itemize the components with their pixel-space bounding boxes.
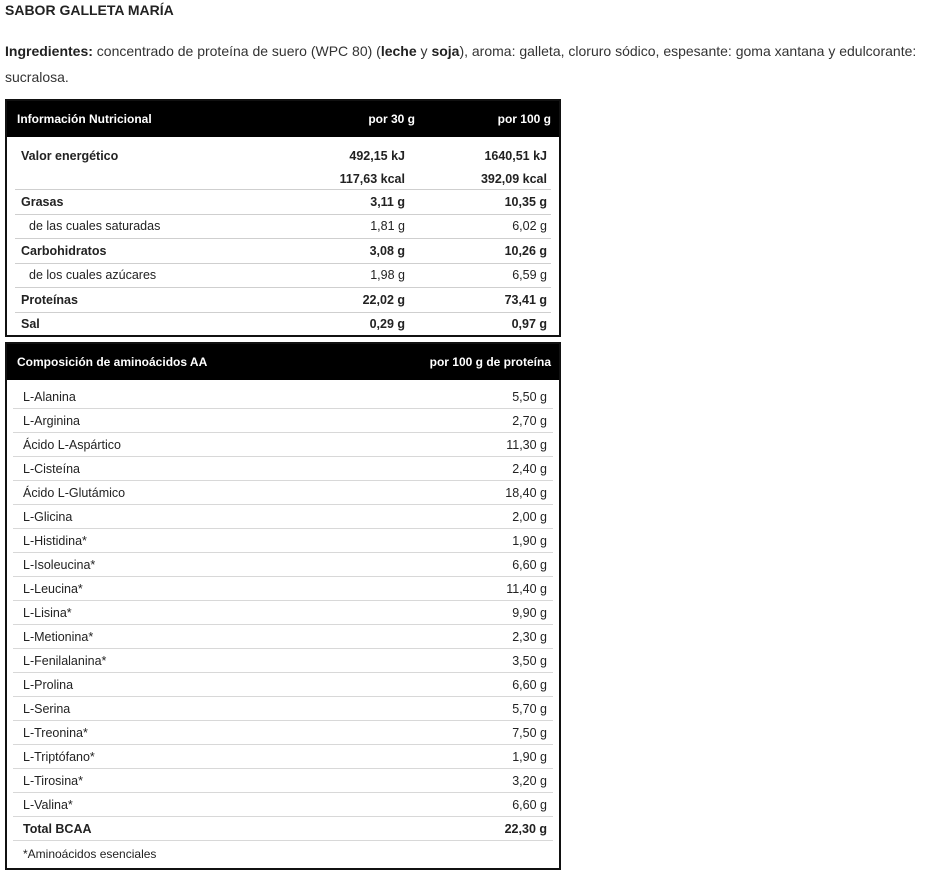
row-label: Sal bbox=[21, 317, 40, 332]
amino-label: L-Lisina* bbox=[23, 605, 72, 620]
row-label: Proteínas bbox=[21, 292, 78, 307]
nutrition-header-title: Información Nutricional bbox=[17, 112, 152, 126]
amino-value: 7,50 g bbox=[512, 725, 547, 740]
amino-label: L-Histidina* bbox=[23, 533, 87, 548]
amino-label: L-Treonina* bbox=[23, 725, 88, 740]
amino-label: L-Fenilalanina* bbox=[23, 653, 107, 668]
nutrition-row-sugars bbox=[15, 264, 551, 289]
energy-kj-100: 1640,51 kJ bbox=[484, 149, 547, 163]
nutrition-header-col-30g: por 30 g bbox=[368, 112, 415, 126]
ingredients-text bbox=[5, 38, 920, 90]
amino-header-title: Composición de aminoácidos AA bbox=[17, 355, 208, 369]
row-value-100: 10,35 g bbox=[504, 194, 547, 209]
amino-row bbox=[13, 433, 553, 457]
amino-value: 2,40 g bbox=[512, 461, 547, 476]
amino-value: 3,50 g bbox=[512, 653, 547, 668]
amino-row bbox=[13, 673, 553, 697]
amino-row bbox=[13, 481, 553, 505]
amino-row bbox=[13, 409, 553, 433]
amino-label: L-Prolina bbox=[23, 677, 74, 692]
nutrition-row-carbs bbox=[15, 239, 551, 264]
flavor-title: SABOR GALLETA MARÍA bbox=[5, 2, 174, 18]
amino-header-col: por 100 g de proteína bbox=[429, 355, 551, 369]
amino-table-header bbox=[7, 344, 559, 380]
total-bcaa-label: Total BCAA bbox=[23, 821, 92, 836]
amino-row bbox=[13, 745, 553, 769]
amino-value: 5,50 g bbox=[512, 389, 547, 404]
row-value-100: 6,02 g bbox=[512, 219, 547, 234]
row-value-30: 3,11 g bbox=[370, 194, 405, 209]
amino-acid-table bbox=[5, 342, 561, 870]
nutrition-row-energy bbox=[15, 142, 551, 190]
row-value-30: 22,02 g bbox=[362, 292, 405, 307]
amino-label: L-Valina* bbox=[23, 797, 73, 812]
amino-row bbox=[13, 385, 553, 409]
row-value-30: 1,81 g bbox=[370, 219, 405, 234]
amino-row bbox=[13, 553, 553, 577]
amino-value: 5,70 g bbox=[512, 701, 547, 716]
row-value-100: 73,41 g bbox=[504, 292, 547, 307]
ingredients-part-1: concentrado de proteína de suero (WPC 80) ( bbox=[92, 43, 381, 59]
ingredients-part-3: ), aroma: galleta, cloruro sódico, espesante: goma xantana y edulcorante: sucralosa. bbox=[5, 43, 917, 85]
ingredients-part-2: y bbox=[416, 43, 432, 59]
energy-kcal-100: 392,09 kcal bbox=[480, 172, 547, 186]
amino-label: L-Leucina* bbox=[23, 581, 83, 596]
nutrition-header-col-100g: por 100 g bbox=[497, 112, 551, 126]
amino-row bbox=[13, 721, 553, 745]
amino-label: L-Alanina bbox=[23, 389, 76, 404]
amino-value: 18,40 g bbox=[505, 485, 547, 500]
amino-value: 6,60 g bbox=[512, 797, 547, 812]
essential-note-text: *Aminoácidos esenciales bbox=[23, 847, 157, 861]
nutrition-row-fat bbox=[15, 190, 551, 215]
amino-row bbox=[13, 793, 553, 817]
row-value-100: 10,26 g bbox=[504, 243, 547, 258]
row-label: de los cuales azúcares bbox=[29, 268, 157, 283]
amino-row bbox=[13, 697, 553, 721]
nutrition-table bbox=[5, 99, 561, 337]
amino-row bbox=[13, 601, 553, 625]
energy-kj-30: 492,15 kJ bbox=[349, 149, 405, 163]
amino-row bbox=[13, 577, 553, 601]
amino-row-total-bcaa bbox=[13, 817, 553, 841]
amino-row bbox=[13, 649, 553, 673]
amino-value: 11,40 g bbox=[506, 581, 547, 596]
row-label: de las cuales saturadas bbox=[29, 219, 161, 234]
amino-label: L-Isoleucina* bbox=[23, 557, 96, 572]
amino-label: Ácido L-Glutámico bbox=[23, 485, 126, 500]
amino-value: 1,90 g bbox=[512, 749, 547, 764]
energy-kcal-30: 117,63 kcal bbox=[339, 172, 405, 186]
row-value-30: 1,98 g bbox=[370, 268, 405, 283]
nutrition-row-salt bbox=[15, 313, 551, 337]
amino-label: Ácido L-Aspártico bbox=[23, 437, 121, 452]
row-value-30: 3,08 g bbox=[369, 243, 405, 258]
amino-row bbox=[13, 457, 553, 481]
row-value-100: 0,97 g bbox=[511, 317, 547, 332]
amino-row bbox=[13, 625, 553, 649]
nutrition-table-header bbox=[7, 101, 559, 137]
amino-value: 6,60 g bbox=[512, 677, 547, 692]
amino-value: 6,60 g bbox=[512, 557, 547, 572]
total-bcaa-value: 22,30 g bbox=[504, 821, 547, 836]
amino-value: 3,20 g bbox=[512, 773, 547, 788]
amino-value: 1,90 g bbox=[512, 533, 547, 548]
amino-label: L-Tirosina* bbox=[23, 773, 83, 788]
amino-value: 2,00 g bbox=[512, 509, 547, 524]
amino-label: L-Glicina bbox=[23, 509, 73, 524]
row-label: Carbohidratos bbox=[21, 243, 107, 258]
amino-value: 2,70 g bbox=[512, 413, 547, 428]
allergen-milk: leche bbox=[380, 43, 417, 59]
amino-value: 2,30 g bbox=[512, 629, 547, 644]
row-label: Grasas bbox=[21, 194, 64, 209]
nutrition-row-protein bbox=[15, 288, 551, 313]
amino-label: L-Cisteína bbox=[23, 461, 80, 476]
ingredients-label: Ingredientes: bbox=[5, 43, 93, 59]
amino-label: L-Metionina* bbox=[23, 629, 94, 644]
row-value-100: 6,59 g bbox=[512, 268, 547, 283]
nutrition-row-saturated bbox=[15, 215, 551, 240]
amino-label: L-Arginina bbox=[23, 413, 80, 428]
amino-row bbox=[13, 529, 553, 553]
amino-row bbox=[13, 505, 553, 529]
amino-label: L-Triptófano* bbox=[23, 749, 95, 764]
allergen-soy: soja bbox=[431, 43, 460, 59]
amino-value: 11,30 g bbox=[506, 437, 547, 452]
amino-row bbox=[13, 769, 553, 793]
essential-note bbox=[13, 841, 553, 867]
energy-label: Valor energético bbox=[21, 149, 119, 163]
row-value-30: 0,29 g bbox=[369, 317, 405, 332]
amino-value: 9,90 g bbox=[512, 605, 547, 620]
amino-label: L-Serina bbox=[23, 701, 71, 716]
